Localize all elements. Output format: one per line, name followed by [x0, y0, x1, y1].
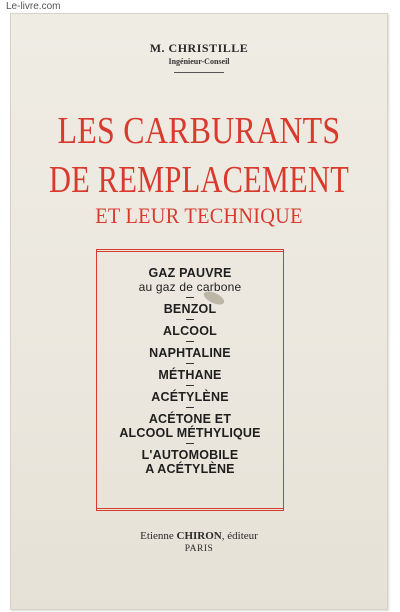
divider [186, 363, 194, 364]
subtitle: ET LEUR TECHNIQUE [95, 203, 303, 228]
publisher-city: PARIS [184, 544, 214, 554]
list-item-sub: au gaz de carbone [138, 280, 242, 294]
list-item [96, 412, 284, 440]
watermark-text: Le-livre.com [6, 1, 61, 12]
title-line-1: LES CARBURANTS [57, 110, 341, 152]
contents-box [96, 249, 284, 511]
publisher-name: CHIRON [176, 530, 222, 542]
publisher-prefix: Etienne [140, 530, 177, 542]
divider [186, 407, 194, 408]
divider [186, 341, 194, 342]
book-cover [10, 13, 388, 610]
divider [186, 297, 194, 298]
list-item [96, 266, 284, 294]
title-line-2: DE REMPLACEMENT [49, 159, 350, 201]
divider [186, 385, 194, 386]
list-item: ACÉTYLÈNE [151, 390, 229, 404]
list-item-sub: ALCOOL MÉTHYLIQUE [119, 426, 261, 440]
publisher [10, 530, 388, 542]
divider [186, 443, 194, 444]
list-item-label: ACÉTONE ET [148, 412, 232, 426]
divider [174, 72, 224, 73]
contents-list [96, 266, 284, 476]
list-item [96, 448, 284, 476]
list-item: NAPHTALINE [149, 346, 231, 360]
list-item: ALCOOL [163, 324, 217, 338]
publisher-suffix: , éditeur [221, 530, 258, 542]
author-title: Ingénieur-Conseil [168, 57, 230, 66]
list-item-sub: A ACÉTYLÈNE [145, 462, 235, 476]
divider [186, 319, 194, 320]
list-item: BENZOL [163, 302, 217, 316]
author-name: M. CHRISTILLE [149, 41, 249, 55]
list-item: MÉTHANE [158, 368, 222, 382]
list-item-label: L'AUTOMOBILE [141, 448, 239, 462]
list-item-label: GAZ PAUVRE [148, 266, 232, 280]
